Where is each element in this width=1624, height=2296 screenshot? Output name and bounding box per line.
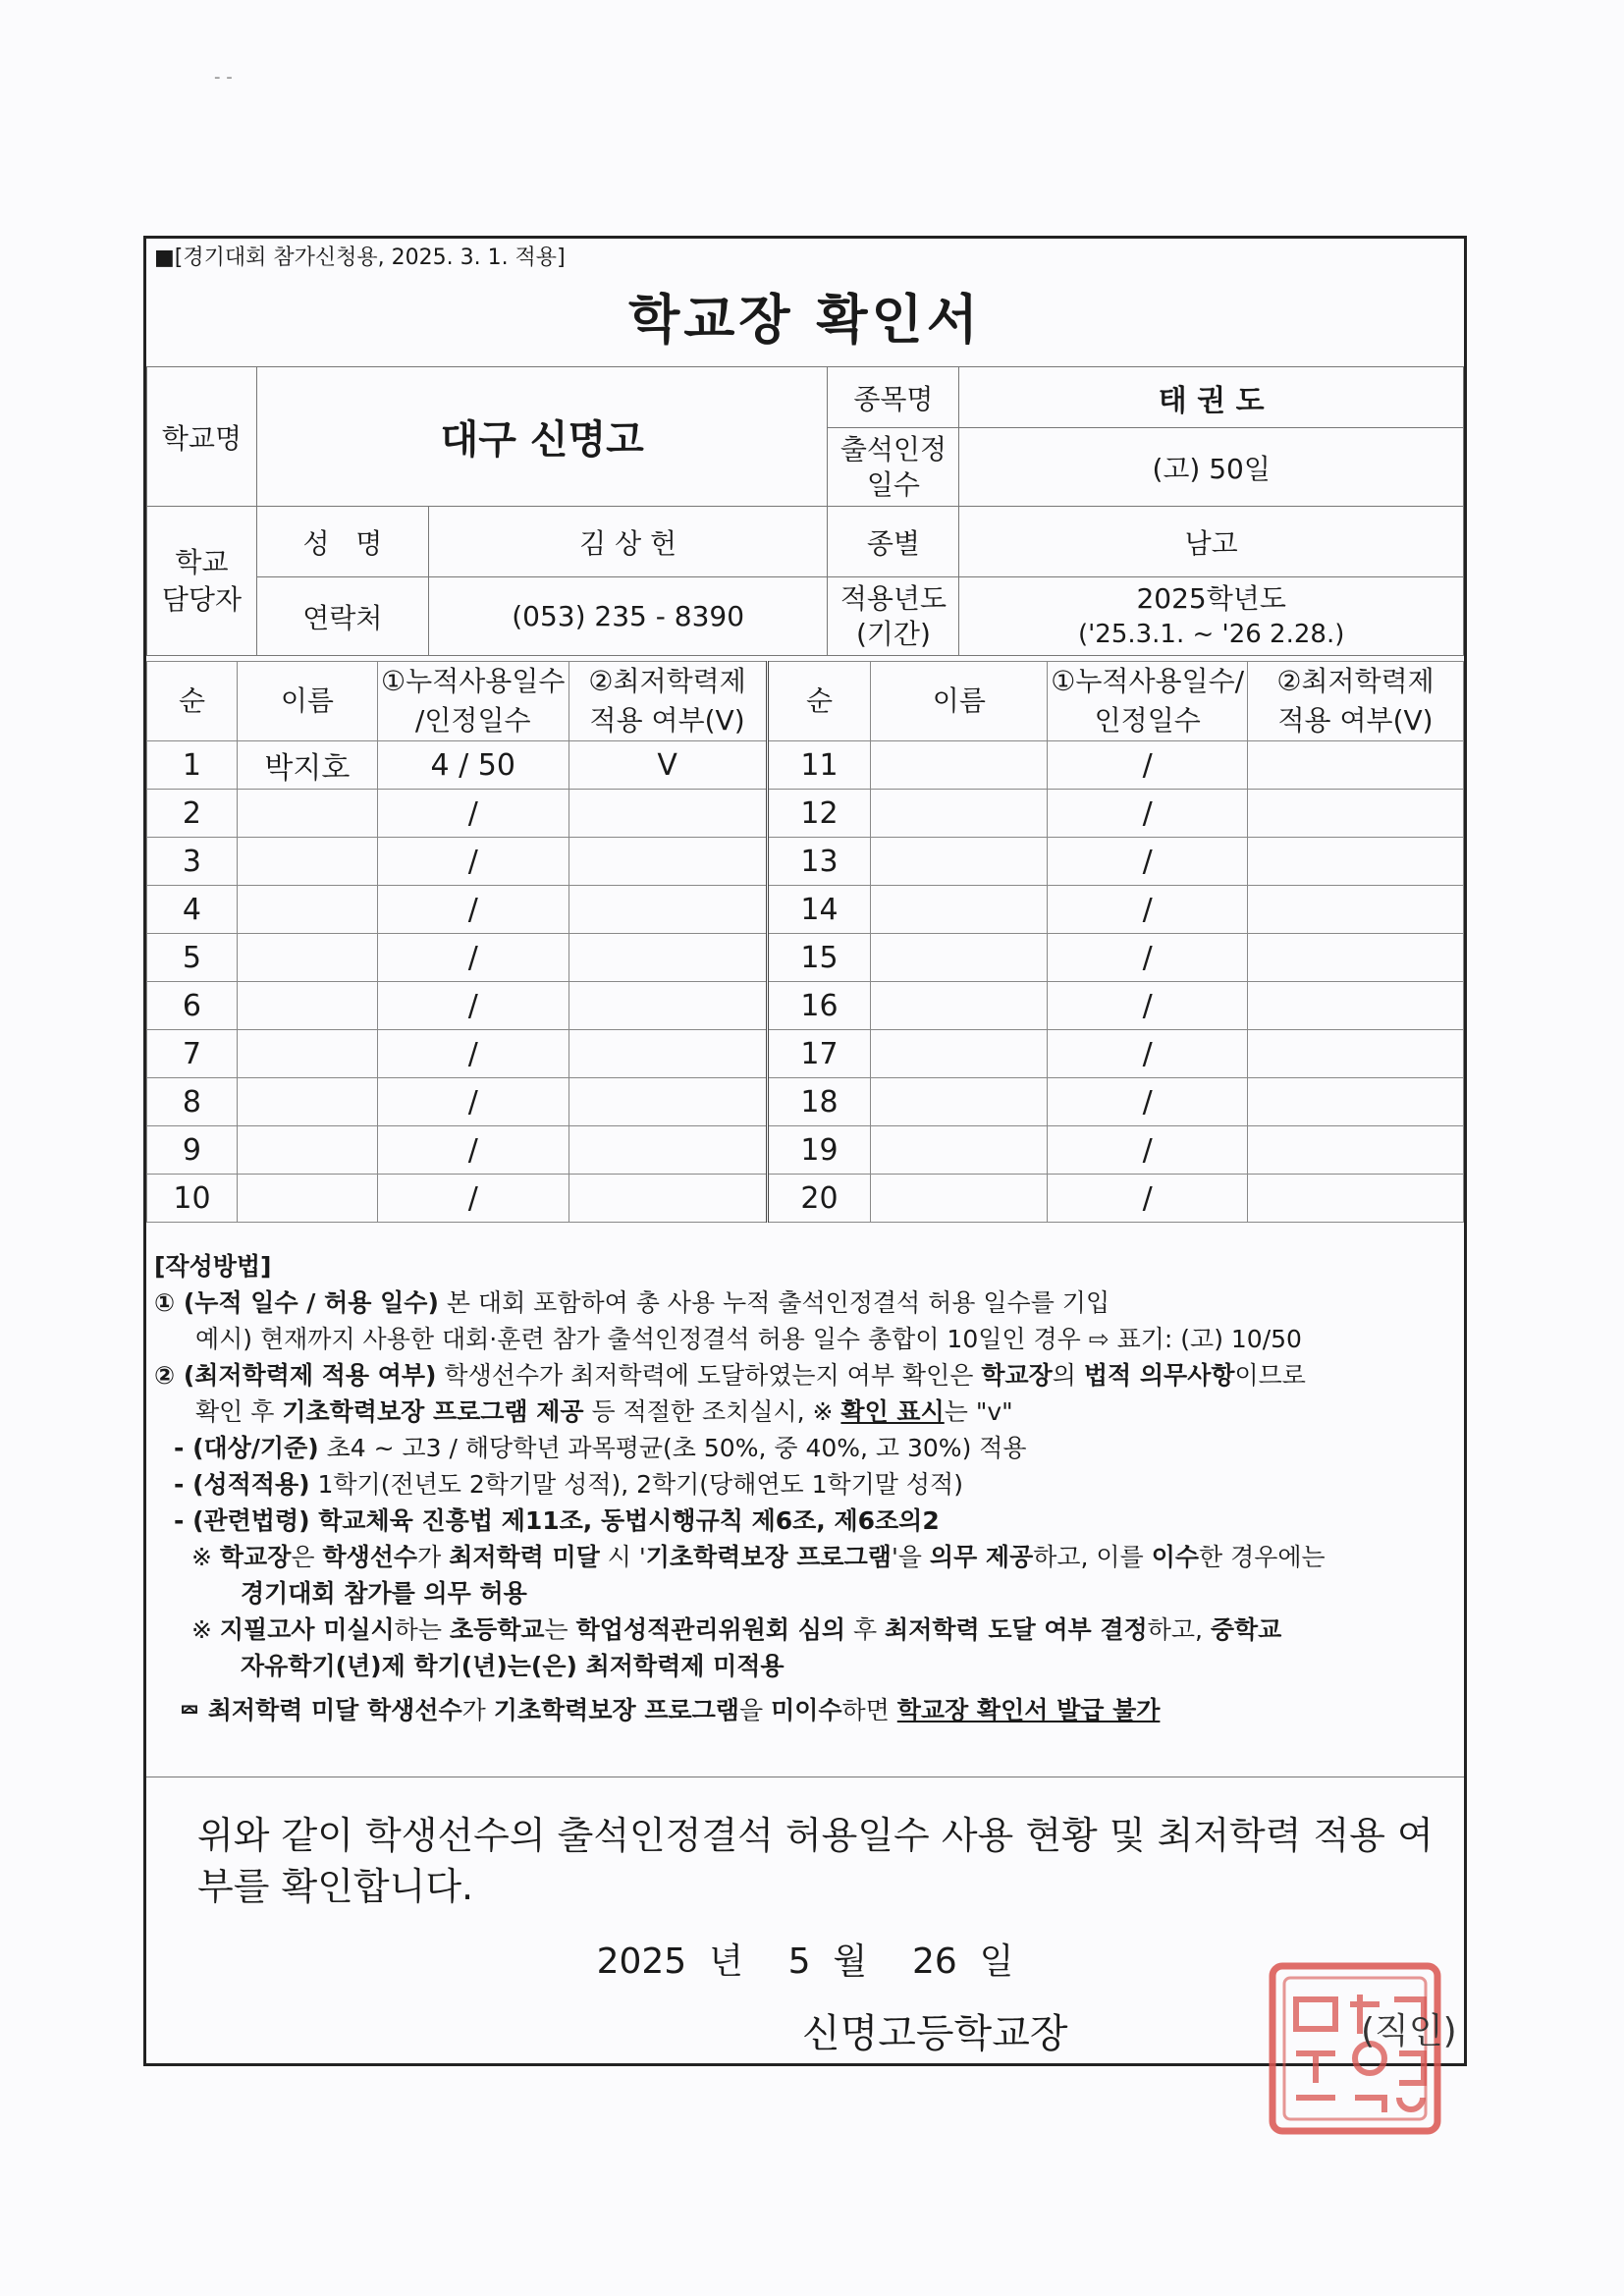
cell-days: / xyxy=(377,790,568,838)
cell-days: / xyxy=(1048,982,1248,1030)
cell-name xyxy=(871,1126,1048,1175)
cell-no: 20 xyxy=(767,1175,871,1223)
cell-min xyxy=(568,886,767,934)
event-label: 종목명 xyxy=(828,367,959,428)
cell-name xyxy=(237,1030,377,1078)
cell-no: 17 xyxy=(767,1030,871,1078)
contact-value: (053) 235 - 8390 xyxy=(428,577,828,656)
cell-no: 14 xyxy=(767,886,871,934)
cell-min xyxy=(1248,1030,1464,1078)
method-line-10: ※ 지필고사 미실시하는 초등학교는 학업성적관리위원회 심의 후 최저학력 도달 여부 결정하고, 중학교 xyxy=(191,1615,1282,1644)
method-line-8: ※ 학교장은 학생선수가 최저학력 미달 시 '기초학력보장 프로그램'을 의무 제공하고, 이를 이수한 경우에는 xyxy=(191,1543,1326,1571)
cell-name xyxy=(871,934,1048,982)
table-row xyxy=(147,886,1464,934)
cell-no: 5 xyxy=(147,934,238,982)
cell-min xyxy=(1248,790,1464,838)
name-value: 김 상 헌 xyxy=(428,507,828,577)
cell-name xyxy=(237,934,377,982)
name-label: 성 명 xyxy=(256,507,428,577)
athlete-table xyxy=(146,661,1464,1223)
document-title: 학교장 확인서 xyxy=(628,289,982,351)
cell-min xyxy=(568,838,767,886)
cell-no: 13 xyxy=(767,838,871,886)
col-days-right: ①누적사용일수/ 인정일수 xyxy=(1048,662,1248,741)
cell-days: / xyxy=(377,1030,568,1078)
cell-name xyxy=(871,838,1048,886)
cell-days: / xyxy=(377,1175,568,1223)
method-line-11: 자유학기(년)제 학기(년)는(은) 최저학력제 미적용 xyxy=(241,1652,785,1680)
confirm-text: 위와 같이 학생선수의 출석인정결석 허용일수 사용 현황 및 최저학력 적용 여부를 확인합니다. xyxy=(197,1814,1434,1908)
cell-min xyxy=(1248,838,1464,886)
cell-no: 8 xyxy=(147,1078,238,1126)
cell-name xyxy=(871,1175,1048,1223)
method-line-2: 예시) 현재까지 사용한 대회·훈련 참가 출석인정결석 허용 일수 총합이 10일인 경우 ⇨ 표기: (고) 10/50 xyxy=(195,1325,1302,1353)
cell-no: 18 xyxy=(767,1078,871,1126)
col-name: 이름 xyxy=(237,662,377,741)
cell-days: / xyxy=(1048,1175,1248,1223)
athlete-table-header xyxy=(147,662,1464,741)
cell-days: / xyxy=(1048,1030,1248,1078)
principal-title: 신명고등학교장 xyxy=(802,2011,1068,2056)
cell-no: 12 xyxy=(767,790,871,838)
method-line-5: - (대상/기준) 초4 ~ 고3 / 해당학년 과목평균(초 50%, 중 40%, 고 30%) 적용 xyxy=(174,1434,1027,1462)
cell-name xyxy=(237,1175,377,1223)
cell-name: 박지호 xyxy=(237,741,377,790)
cell-no: 11 xyxy=(767,741,871,790)
contact-label: 연락처 xyxy=(256,577,428,656)
issue-date: 2025 년 5 월 26 일 xyxy=(596,1941,1014,1982)
cell-days: 4 / 50 xyxy=(377,741,568,790)
cell-no: 15 xyxy=(767,934,871,982)
cell-no: 6 xyxy=(147,982,238,1030)
cell-no: 16 xyxy=(767,982,871,1030)
year-label: 적용년도 (기간) xyxy=(828,577,959,656)
cell-days: / xyxy=(377,886,568,934)
cell-no: 9 xyxy=(147,1126,238,1175)
certificate-frame xyxy=(143,236,1467,2066)
cell-days: / xyxy=(1048,934,1248,982)
cell-name xyxy=(237,1078,377,1126)
writing-method xyxy=(154,1248,1460,1728)
cell-no: 19 xyxy=(767,1126,871,1175)
cell-name xyxy=(237,790,377,838)
method-heading: [작성방법] xyxy=(154,1252,272,1281)
cell-min xyxy=(1248,934,1464,982)
year-cell xyxy=(959,577,1464,656)
cell-min xyxy=(568,1175,767,1223)
cell-no: 7 xyxy=(147,1030,238,1078)
method-line-7: - (관련법령) 학교체육 진흥법 제11조, 동법시행규칙 제6조, 제6조의2 xyxy=(174,1506,940,1535)
table-row xyxy=(147,1126,1464,1175)
table-row xyxy=(147,1078,1464,1126)
cell-days: / xyxy=(1048,838,1248,886)
school-name: 대구 신명고 xyxy=(256,367,828,507)
cell-no: 3 xyxy=(147,838,238,886)
cell-days: / xyxy=(1048,1078,1248,1126)
cell-name xyxy=(237,838,377,886)
table-row xyxy=(147,1030,1464,1078)
cell-no: 2 xyxy=(147,790,238,838)
cell-name xyxy=(237,1126,377,1175)
col-no: 순 xyxy=(147,662,238,741)
table-row xyxy=(147,838,1464,886)
gender-label: 종별 xyxy=(828,507,959,577)
table-row xyxy=(147,1175,1464,1223)
manager-label: 학교 담당자 xyxy=(147,507,257,656)
school-info-table xyxy=(146,366,1464,656)
cell-days: / xyxy=(377,982,568,1030)
col-name-right: 이름 xyxy=(871,662,1048,741)
cell-days: / xyxy=(1048,790,1248,838)
cell-name xyxy=(871,790,1048,838)
cell-min xyxy=(1248,1078,1464,1126)
cell-name xyxy=(871,1078,1048,1126)
cell-min xyxy=(1248,741,1464,790)
cell-no: 4 xyxy=(147,886,238,934)
cell-min xyxy=(1248,982,1464,1030)
cell-days: / xyxy=(377,838,568,886)
col-no-right: 순 xyxy=(767,662,871,741)
method-footnote: ⮹ 최저학력 미달 학생선수가 기초학력보장 프로그램을 미이수하면 학교장 확인서 발급 불가 xyxy=(180,1696,1161,1724)
table-row xyxy=(147,790,1464,838)
col-days: ①누적사용일수 /인정일수 xyxy=(377,662,568,741)
year-period: ('25.3.1. ~ '26 2.28.) xyxy=(1077,619,1345,649)
cell-name xyxy=(871,741,1048,790)
cell-min xyxy=(1248,1175,1464,1223)
gender-value: 남고 xyxy=(959,507,1464,577)
table-row xyxy=(147,741,1464,790)
cell-days: / xyxy=(377,1078,568,1126)
cell-min: V xyxy=(568,741,767,790)
cell-name xyxy=(237,886,377,934)
col-min: ②최저학력제 적용 여부(V) xyxy=(568,662,767,741)
table-row xyxy=(147,982,1464,1030)
cell-no: 1 xyxy=(147,741,238,790)
scan-dash: - - xyxy=(214,67,233,87)
method-line-3: ② (최저학력제 적용 여부) 학생선수가 최저학력에 도달하였는지 여부 확인은 학교장의 법적 의무사항이므로 xyxy=(154,1361,1306,1390)
cell-no: 10 xyxy=(147,1175,238,1223)
cell-days: / xyxy=(1048,741,1248,790)
cell-min xyxy=(1248,1126,1464,1175)
cell-name xyxy=(871,886,1048,934)
cell-min xyxy=(568,1126,767,1175)
cell-min xyxy=(568,934,767,982)
cell-days: / xyxy=(377,1126,568,1175)
col-min-right: ②최저학력제 적용 여부(V) xyxy=(1248,662,1464,741)
attendance-value: (고) 50일 xyxy=(959,428,1464,507)
method-line-6: - (성적적용) 1학기(전년도 2학기말 성적), 2학기(당해연도 1학기말 성적) xyxy=(174,1470,963,1499)
athlete-rows xyxy=(147,741,1464,1223)
cell-min xyxy=(568,1030,767,1078)
method-line-9: 경기대회 참가를 의무 허용 xyxy=(241,1579,527,1608)
year-value: 2025학년도 xyxy=(1136,581,1286,615)
cell-min xyxy=(568,1078,767,1126)
cell-days: / xyxy=(1048,886,1248,934)
school-label: 학교명 xyxy=(147,367,257,507)
cell-min xyxy=(1248,886,1464,934)
cell-days: / xyxy=(377,934,568,982)
form-tag: ■[경기대회 참가신청용, 2025. 3. 1. 적용] xyxy=(154,246,566,270)
seal-mark: (직인) xyxy=(1361,2011,1457,2051)
attendance-label: 출석인정 일수 xyxy=(828,428,959,507)
cell-name xyxy=(871,1030,1048,1078)
cell-name xyxy=(871,982,1048,1030)
cell-min xyxy=(568,790,767,838)
cell-min xyxy=(568,982,767,1030)
table-row xyxy=(147,934,1464,982)
cell-days: / xyxy=(1048,1126,1248,1175)
method-line-1: ① (누적 일수 / 허용 일수) 본 대회 포함하여 총 사용 누적 출석인정결석 허용 일수를 기입 xyxy=(154,1288,1110,1317)
cell-name xyxy=(237,982,377,1030)
event-value: 태 권 도 xyxy=(959,367,1464,428)
method-line-4: 확인 후 기초학력보장 프로그램 제공 등 적절한 조치실시, ※ 확인 표시는 "v" xyxy=(195,1397,1013,1426)
